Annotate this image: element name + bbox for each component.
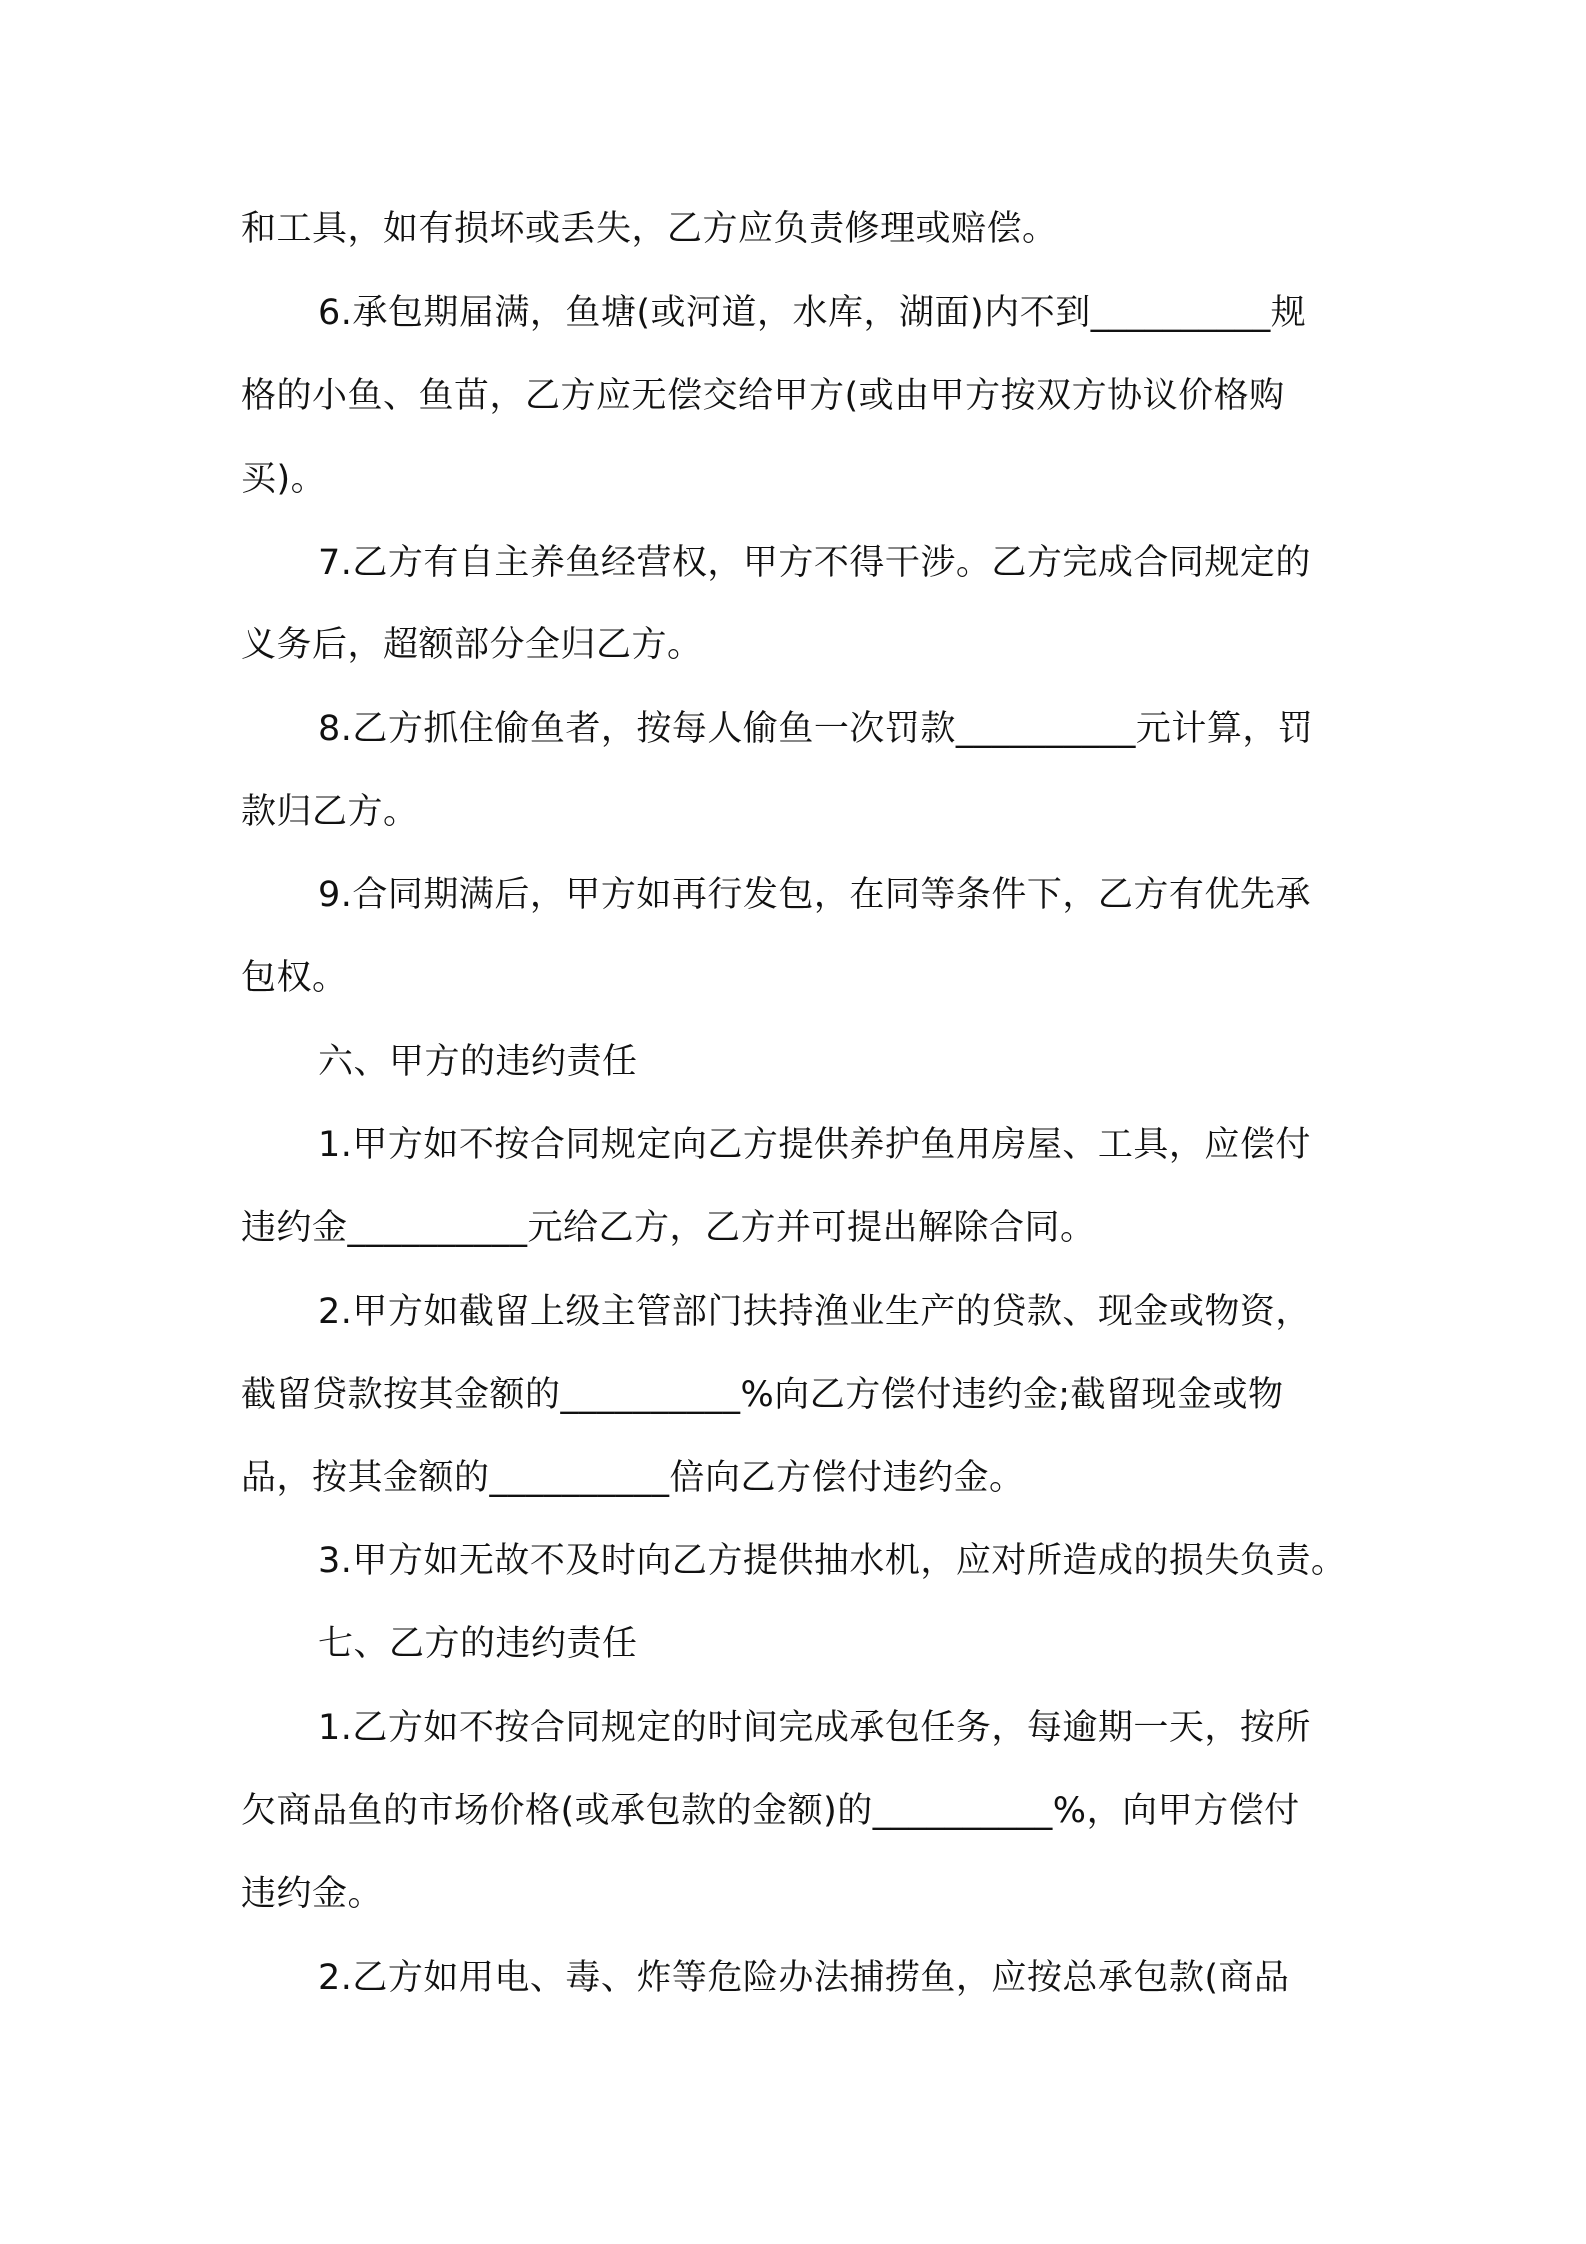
section-heading-7: 七、乙方的违约责任 bbox=[318, 1624, 638, 1664]
section-heading-6: 六、甲方的违约责任 bbox=[318, 1042, 638, 1082]
clause-5-6: 6.承包期届满，鱼塘(或河道，水库，湖面)内不到__________规 bbox=[318, 293, 1307, 333]
text-line: 品，按其金额的__________倍向乙方偿付违约金。 bbox=[241, 1458, 1025, 1498]
clause-5-8: 8.乙方抓住偷鱼者，按每人偷鱼一次罚款__________元计算，罚 bbox=[318, 709, 1314, 749]
text-line: 款归乙方。 bbox=[241, 792, 419, 832]
text-line: 截留贷款按其金额的__________%向乙方偿付违约金;截留现金或物 bbox=[241, 1375, 1284, 1415]
clause-5-9: 9.合同期满后，甲方如再行发包，在同等条件下，乙方有优先承 bbox=[318, 875, 1311, 915]
clause-6-2: 2.甲方如截留上级主管部门扶持渔业生产的贷款、现金或物资， bbox=[318, 1292, 1311, 1332]
clause-7-2: 2.乙方如用电、毒、炸等危险办法捕捞鱼，应按总承包款(商品 bbox=[318, 1958, 1290, 1998]
text-line: 违约金。 bbox=[241, 1874, 384, 1914]
text-line: 买)。 bbox=[241, 459, 327, 499]
text-line: 和工具，如有损坏或丢失，乙方应负责修理或赔偿。 bbox=[241, 209, 1058, 249]
clause-7-1: 1.乙方如不按合同规定的时间完成承包任务，每逾期一天，按所 bbox=[318, 1708, 1311, 1748]
clause-5-7: 7.乙方有自主养鱼经营权，甲方不得干涉。乙方完成合同规定的 bbox=[318, 543, 1311, 583]
text-line: 格的小鱼、鱼苗，乙方应无偿交给甲方(或由甲方按双方协议价格购 bbox=[241, 376, 1285, 416]
text-line: 违约金__________元给乙方，乙方并可提出解除合同。 bbox=[241, 1208, 1096, 1248]
text-line: 义务后，超额部分全归乙方。 bbox=[241, 625, 703, 665]
clause-6-3: 3.甲方如无故不及时向乙方提供抽水机，应对所造成的损失负责。 bbox=[318, 1541, 1347, 1581]
text-line: 包权。 bbox=[241, 958, 348, 998]
text-line: 欠商品鱼的市场价格(或承包款的金额)的__________%，向甲方偿付 bbox=[241, 1791, 1300, 1831]
clause-6-1: 1.甲方如不按合同规定向乙方提供养护鱼用房屋、工具，应偿付 bbox=[318, 1125, 1311, 1165]
